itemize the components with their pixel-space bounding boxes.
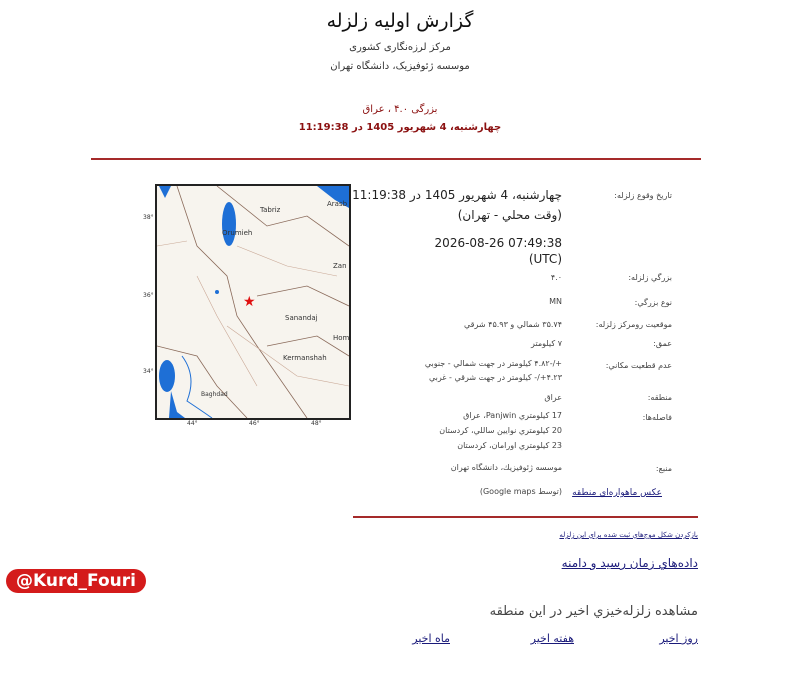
satellite-image-link[interactable]: عكس ماهواره‌اي منطقه: [572, 488, 662, 498]
time-local-note: (وقت محلي - تهران): [457, 208, 562, 222]
distance-2: 20 كيلومتري نوايين ساللي، كردستان: [439, 426, 562, 435]
region-value: عراق: [544, 393, 562, 402]
waveform-link[interactable]: بازكردن شكل موج‌هاي ثبت شده براي اين زلزله: [559, 531, 698, 539]
source-label: منبع:: [655, 464, 672, 473]
lon-tick: 44°: [187, 420, 198, 427]
recent-month-link[interactable]: ماه اخير: [412, 632, 450, 645]
magtype-value: MN: [549, 297, 562, 306]
arrival-data-link[interactable]: داده‌هاي زمان رسيد و دامنه: [561, 556, 698, 570]
divider-top: [91, 158, 701, 160]
magtype-label: نوع بزرگي:: [634, 298, 672, 307]
city-label: Arasb: [327, 200, 348, 208]
distance-1: 17 كيلومتري Panjwin، عراق: [463, 411, 562, 420]
depth-value: ۷ كيلومتر: [531, 339, 562, 348]
city-label: Hom: [333, 334, 350, 342]
uncertainty-line-2: ۴.۲۳+/- كيلومتر در جهت شرقي - غربي: [429, 373, 562, 382]
epicenter-map: [155, 184, 351, 420]
city-label: Tabriz: [260, 206, 281, 214]
location-label: موقعيت رومركز زلزله:: [595, 320, 672, 329]
distances-label: فاصله‌ها:: [642, 413, 672, 422]
magnitude-value: ۴.۰: [550, 273, 562, 282]
lat-tick: 36°: [143, 292, 154, 299]
org-line-1: مرکز لرزه‌نگاری کشوری: [349, 42, 451, 53]
uncertainty-label: عدم قطعيت مكاني:: [605, 361, 672, 370]
time-utc: 2026-08-26 07:49:38: [434, 236, 562, 250]
date-line: چهارشنبه، 4 شهریور 1405 در 11:19:38: [298, 122, 502, 133]
source-value: موسسه ژئوفيزيك، دانشگاه تهران: [450, 463, 562, 472]
recent-day-link[interactable]: روز اخير: [659, 632, 698, 645]
divider-bottom: [353, 516, 698, 518]
distance-3: 23 كيلومتري اورامان، كردستان: [457, 441, 562, 450]
lon-tick: 46°: [249, 420, 260, 427]
recent-seismicity-title: مشاهده زلزله‌خيزي اخير در اين منطقه: [489, 604, 698, 619]
location-value: ۳۵.۷۴ شمالي و ۴۵.۹۳ شرقي: [464, 320, 562, 329]
time-utc-note: (UTC): [528, 252, 562, 266]
city-label: Baghdad: [201, 391, 228, 398]
satellite-note: (توسط Google maps): [479, 487, 562, 496]
uncertainty-line-1: +/-۴.۸۲ كيلومتر در جهت شمالي - جنوبي: [424, 359, 562, 368]
time-local: چهارشنبه، 4 شهریور 1405 در 11:19:38: [352, 188, 562, 202]
city-label: Orumieh: [222, 229, 253, 237]
city-label: Sanandaj: [285, 314, 318, 322]
watermark-handle: @Kurd_Fouri: [6, 569, 146, 593]
magnitude-label: بزرگي زلزله:: [628, 273, 672, 282]
city-label: Zan: [333, 262, 347, 270]
depth-label: عمق:: [653, 339, 672, 348]
lat-tick: 34°: [143, 368, 154, 375]
time-label: تاریخ وقوع زلزله:: [614, 191, 672, 200]
org-line-2: موسسه ژئوفیزیک، دانشگاه تهران: [330, 61, 470, 72]
page-title: گزارش اولیه زلزله: [326, 10, 474, 32]
epicenter-marker: ★: [243, 294, 256, 310]
city-label: Kermanshah: [283, 354, 327, 362]
region-label: منطقه:: [647, 393, 672, 402]
lon-tick: 48°: [311, 420, 322, 427]
recent-week-link[interactable]: هفته اخير: [530, 632, 574, 645]
magnitude-line: بزرگی ۴.۰ ، عراق: [362, 104, 438, 115]
lat-tick: 38°: [143, 214, 154, 221]
